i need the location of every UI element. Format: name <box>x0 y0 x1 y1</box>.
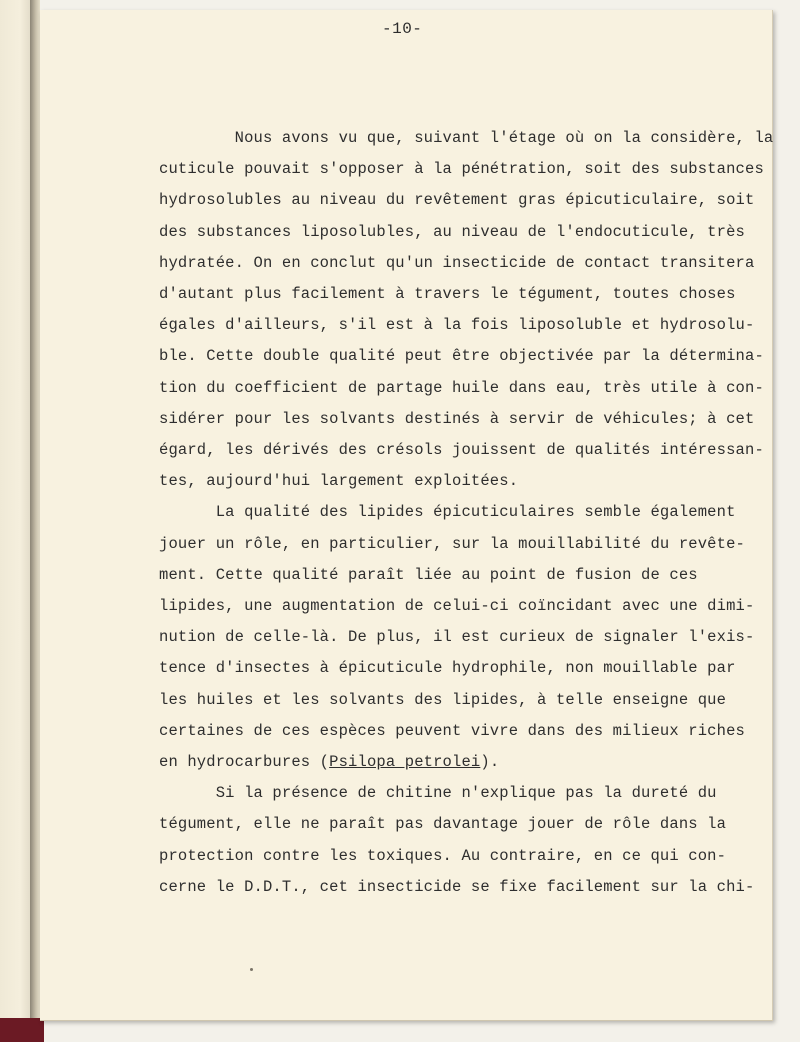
text-line: protection contre les toxiques. Au contraire, en ce qui con- <box>159 846 727 865</box>
text-line: tes, aujourd'hui largement exploitées. <box>159 472 519 491</box>
book-binding <box>30 0 40 1042</box>
text-line: les huiles et les solvants des lipides, à telle enseigne que <box>159 690 727 709</box>
text-line: La qualité des lipides épicuticulaires semble également <box>159 503 736 522</box>
text-line: des substances liposolubles, au niveau de l'endocuticule, très <box>159 222 745 241</box>
text-line: cuticule pouvait s'opposer à la pénétration, soit des substances <box>159 160 764 179</box>
text-line: égales d'ailleurs, s'il est à la fois liposoluble et hydrosolu- <box>159 316 755 335</box>
text-line: tion du coefficient de partage huile dans eau, très utile à con- <box>159 378 764 397</box>
text-line: d'autant plus facilement à travers le tégument, toutes choses <box>159 285 736 304</box>
text-line: certaines de ces espèces peuvent vivre dans des milieux riches <box>159 721 745 740</box>
text-line: hydrosolubles au niveau du revêtement gras épicuticulaire, soit <box>159 191 755 210</box>
text-line: sidérer pour les solvants destinés à servir de véhicules; à cet <box>159 409 755 428</box>
page-number: -10- <box>382 20 423 38</box>
document-page <box>40 10 773 1021</box>
text-line: Nous avons vu que, suivant l'étage où on la considère, la <box>159 129 774 147</box>
text-line: hydratée. On en conclut qu'un insecticide de contact transitera <box>159 253 755 272</box>
ink-speck <box>250 968 253 971</box>
text-fragment: en hydrocarbures ( <box>159 753 330 772</box>
text-line: égard, les dérivés des crésols jouissent de qualités intéressan- <box>159 441 764 460</box>
body-text <box>159 123 774 903</box>
text-line: jouer un rôle, en particulier, sur la mouillabilité du revête- <box>159 534 745 553</box>
text-line: cerne le D.D.T., cet insecticide se fixe facilement sur la chi- <box>159 877 755 896</box>
text-line: lipides, une augmentation de celui-ci coïncidant avec une dimi- <box>159 597 755 616</box>
text-fragment: ). <box>480 753 500 772</box>
text-line: Si la présence de chitine n'explique pas la dureté du <box>159 784 717 803</box>
text-line: nution de celle-là. De plus, il est curieux de signaler l'exis- <box>159 628 755 647</box>
text-line: ment. Cette qualité paraît liée au point de fusion de ces <box>159 565 698 584</box>
text-line: ble. Cette double qualité peut être objectivée par la détermina- <box>159 347 764 366</box>
text-line-with-species <box>159 747 771 778</box>
text-line: tégument, elle ne paraît pas davantage jouer de rôle dans la <box>159 815 727 834</box>
text-line: tence d'insectes à épicuticule hydrophile, non mouillable par <box>159 659 736 678</box>
species-name: Psilopa petrolei <box>329 753 481 772</box>
spine-cover <box>0 1018 44 1042</box>
